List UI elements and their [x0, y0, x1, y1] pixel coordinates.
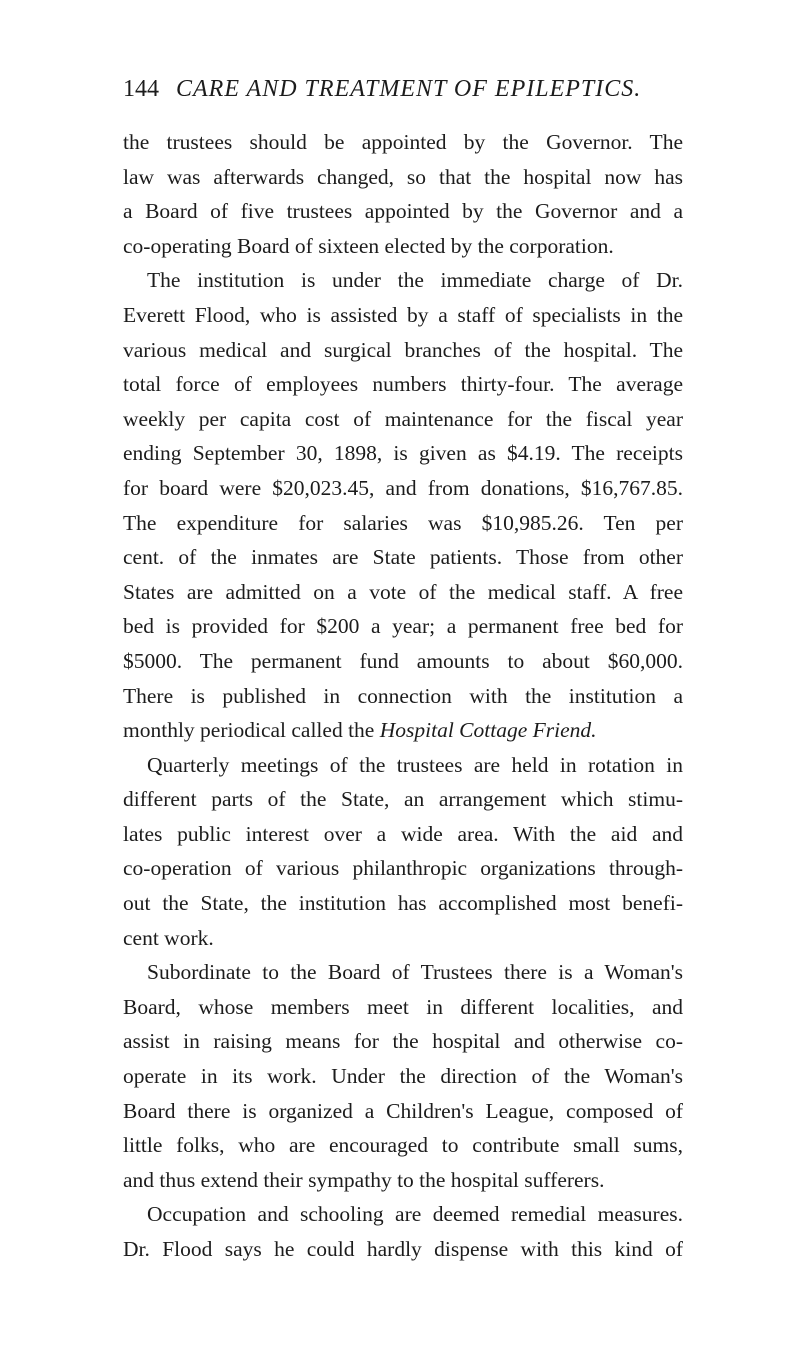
text-line: Occupation and schooling are deemed remedial measures. — [147, 1202, 683, 1227]
text-line: assist in raising means for the hospital and otherwise co- — [123, 1029, 683, 1054]
text-line: Quarterly meetings of the trustees are held in rotation in — [147, 752, 683, 777]
text-line: a Board of five trustees appointed by the Governor and a — [123, 199, 683, 224]
text-line — [123, 713, 683, 748]
body-text — [123, 125, 683, 1267]
text-line: different parts of the State, an arrangement which stimu- — [123, 787, 683, 812]
page-number: 144 — [123, 76, 159, 102]
text-line: Everett Flood, who is assisted by a staff of specialists in the — [123, 302, 683, 327]
text-line: the trustees should be appointed by the Governor. The — [123, 130, 683, 154]
text-line: ending September 30, 1898, is given as $4.19. The receipts — [123, 441, 683, 466]
text-line: There is published in connection with the institution a — [123, 683, 683, 708]
text-line: total force of employees numbers thirty-four. The average — [123, 372, 683, 397]
text-line: cent. of the inmates are State patients. Those from other — [123, 545, 683, 570]
text-line: The expenditure for salaries was $10,985.26. Ten per — [123, 510, 683, 535]
text-line: The institution is under the immediate charge of Dr. — [147, 268, 683, 293]
text-line: various medical and surgical branches of the hospital. The — [123, 337, 683, 362]
text-line: Subordinate to the Board of Trustees there is a Woman's — [147, 960, 683, 985]
running-head: CARE AND TREATMENT OF EPILEPTICS. — [176, 76, 642, 102]
text-line: lates public interest over a wide area. With the aid and — [123, 821, 683, 846]
text-line: States are admitted on a vote of the medical staff. A free — [123, 579, 683, 604]
text-line: operate in its work. Under the direction of the Woman's — [123, 1064, 683, 1089]
text-line: Board, whose members meet in different localities, and — [123, 994, 683, 1019]
text-line: little folks, who are encouraged to contribute small sums, — [123, 1133, 683, 1158]
text-line: Dr. Flood says he could hardly dispense with this kind of — [123, 1237, 683, 1261]
periodical-title: Hospital Cottage Friend. — [379, 718, 597, 743]
text-line: co-operating Board of sixteen elected by the corporation. — [123, 233, 614, 258]
text-line: $5000. The permanent fund amounts to about $60,000. — [123, 648, 683, 673]
text-line: for board were $20,023.45, and from donations, $16,767.85. — [123, 475, 683, 500]
text-line: law was afterwards changed, so that the hospital now has — [123, 164, 683, 189]
text-line: out the State, the institution has accomplished most benefi- — [123, 891, 683, 916]
text-line: co-operation of various philanthropic organizations through- — [123, 856, 683, 881]
text-line: and thus extend their sympathy to the hospital sufferers. — [123, 1167, 605, 1192]
page-header — [123, 74, 683, 104]
text-line: cent work. — [123, 925, 214, 950]
text-line: bed is provided for $200 a year; a permanent free bed for — [123, 614, 683, 639]
text-segment: monthly periodical called the — [123, 718, 380, 743]
text-line: Board there is organized a Children's League, composed of — [123, 1098, 683, 1123]
text-line: weekly per capita cost of maintenance for the fiscal year — [123, 406, 683, 431]
